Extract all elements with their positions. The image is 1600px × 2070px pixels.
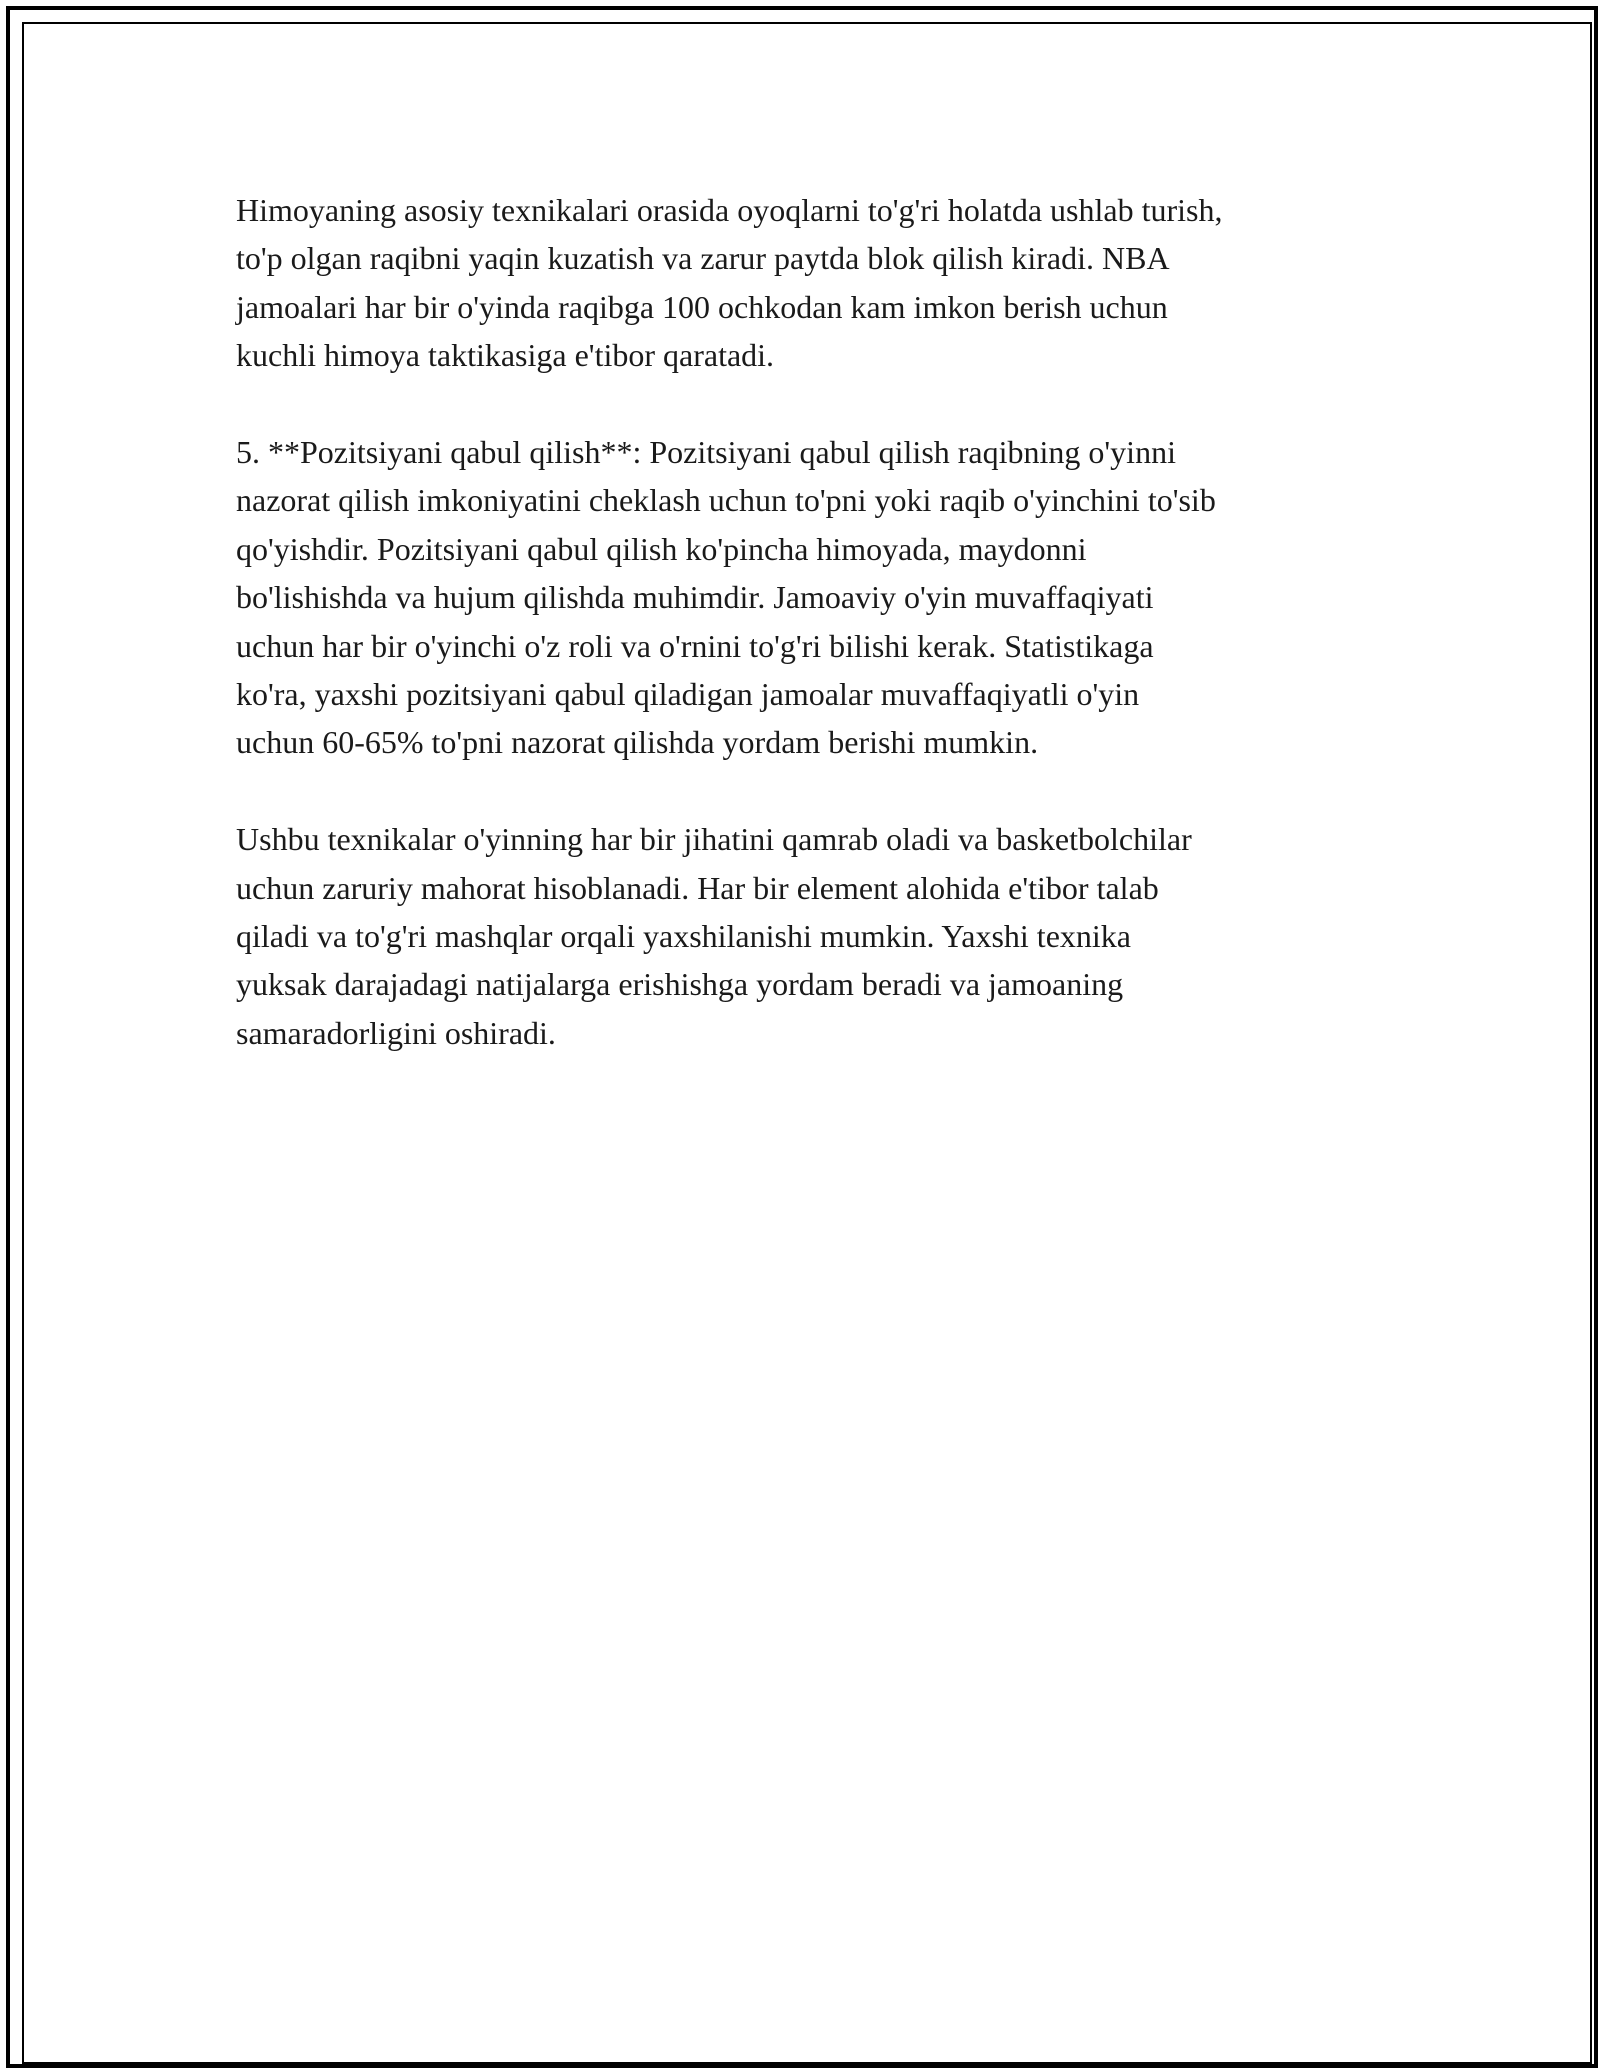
text-line: bo'lishishda va hujum qilishda muhimdir. Jamoaviy o'yin muvaffaqiyati — [236, 579, 1154, 616]
text-line: nazorat qilish imkoniyatini cheklash uchun to'pni yoki raqib o'yinchini to'sib — [236, 482, 1216, 519]
text-line: uchun har bir o'yinchi o'z roli va o'rnini to'g'ri bilishi kerak. Statistikaga — [236, 627, 1154, 664]
paragraph-positioning — [236, 428, 1386, 767]
text-line: to'p olgan raqibni yaqin kuzatish va zarur paytda blok qilish kiradi. NBA — [236, 240, 1170, 277]
paragraph-conclusion — [236, 815, 1386, 1057]
text-line: uchun 60-65% to'pni nazorat qilishda yordam berishi mumkin. — [236, 724, 1039, 761]
text-line: kuchli himoya taktikasiga e'tibor qaratadi. — [236, 337, 775, 374]
paragraph-defense-techniques — [236, 186, 1386, 380]
text-line: Himoyaning asosiy texnikalari orasida oyoqlarni to'g'ri holatda ushlab turish, — [236, 192, 1223, 228]
text-line: ko'ra, yaxshi pozitsiyani qabul qiladigan jamoalar muvaffaqiyatli o'yin — [236, 676, 1140, 713]
text-line: qo'yishdir. Pozitsiyani qabul qilish ko'pincha himoyada, maydonni — [236, 530, 1087, 567]
text-line: 5. **Pozitsiyani qabul qilish**: Pozitsiyani qabul qilish raqibning o'yinni — [236, 434, 1176, 471]
text-line: Ushbu texnikalar o'yinning har bir jihatini qamrab oladi va basketbolchilar — [236, 821, 1192, 858]
text-line: yuksak darajadagi natijalarga erishishga yordam beradi va jamoaning — [236, 966, 1124, 1003]
text-line: jamoalari har bir o'yinda raqibga 100 ochkodan kam imkon berish uchun — [236, 288, 1168, 325]
document-body — [236, 186, 1386, 1106]
text-line: samaradorligini oshiradi. — [236, 1014, 556, 1051]
text-line: uchun zaruriy mahorat hisoblanadi. Har bir element alohida e'tibor talab — [236, 869, 1159, 906]
text-line: qiladi va to'g'ri mashqlar orqali yaxshilanishi mumkin. Yaxshi texnika — [236, 918, 1131, 955]
